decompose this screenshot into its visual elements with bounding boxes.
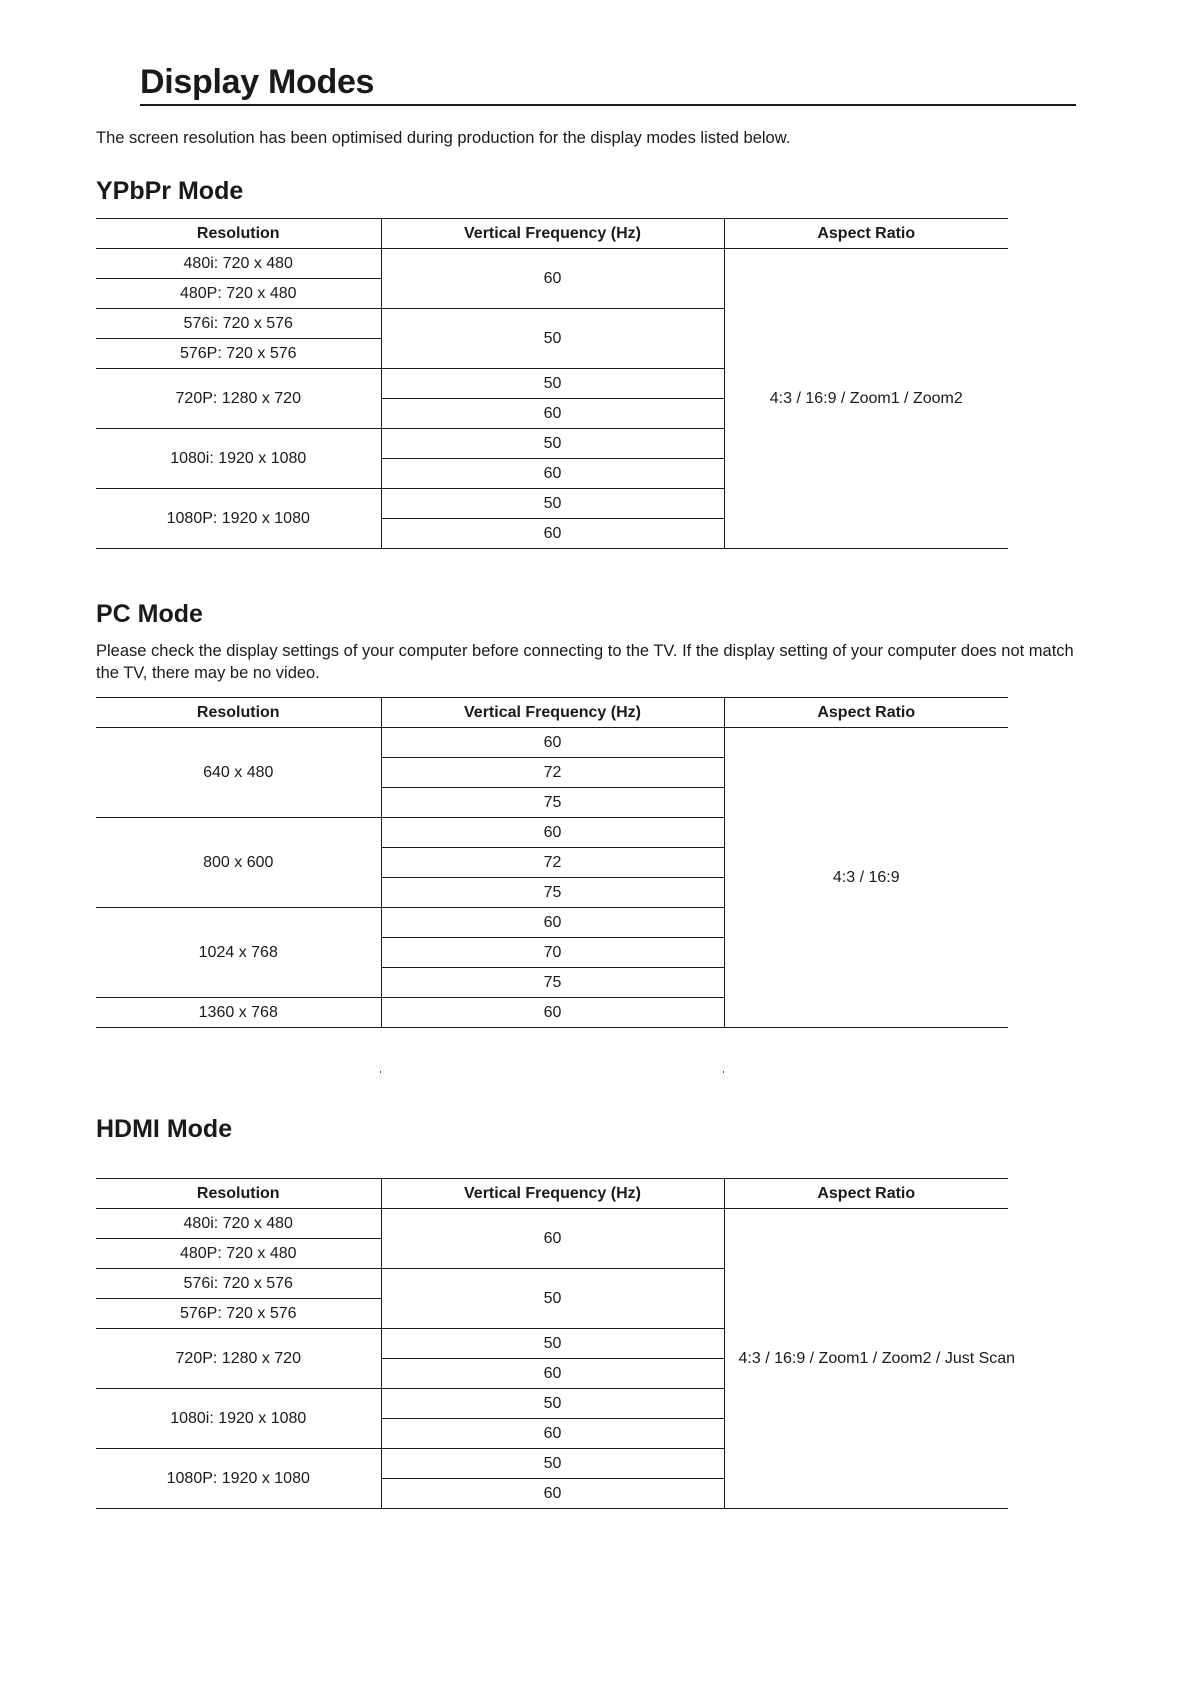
- frequency-cell: 60: [381, 1359, 724, 1389]
- frequency-cell: 50: [381, 369, 724, 399]
- frequency-cell: 50: [381, 1329, 724, 1359]
- table-row: [96, 728, 1008, 758]
- frequency-cell: 50: [381, 1449, 724, 1479]
- resolution-header: Resolution: [96, 219, 381, 249]
- ypbpr-heading: YPbPr Mode: [96, 177, 244, 205]
- table-header-row: [96, 219, 1008, 249]
- frequency-cell: 75: [381, 878, 724, 908]
- frequency-cell: 60: [381, 399, 724, 429]
- frequency-cell: 50: [381, 1269, 724, 1329]
- aspect-header: Aspect Ratio: [724, 698, 1008, 728]
- resolution-cell: 1080i: 1920 x 1080: [96, 1389, 381, 1449]
- intro-text: The screen resolution has been optimised during production for the display modes listed below.: [96, 129, 791, 147]
- frequency-cell: 75: [381, 968, 724, 998]
- print-mark: [723, 1071, 724, 1073]
- frequency-cell: 70: [381, 938, 724, 968]
- resolution-cell: 640 x 480: [96, 728, 381, 818]
- frequency-header: Vertical Frequency (Hz): [381, 698, 724, 728]
- resolution-cell: 480P: 720 x 480: [96, 1239, 381, 1269]
- frequency-cell: 50: [381, 309, 724, 369]
- resolution-cell: 576P: 720 x 576: [96, 339, 381, 369]
- hdmi-table: [96, 1178, 1016, 1509]
- frequency-cell: 60: [381, 249, 724, 309]
- frequency-cell: 60: [381, 519, 724, 549]
- resolution-header: Resolution: [96, 698, 381, 728]
- aspect-ratio-cell: 4:3 / 16:9: [724, 728, 1008, 1028]
- resolution-cell: 576P: 720 x 576: [96, 1299, 381, 1329]
- resolution-cell: 576i: 720 x 576: [96, 309, 381, 339]
- pc-heading: PC Mode: [96, 600, 203, 628]
- hdmi-heading: HDMI Mode: [96, 1115, 233, 1143]
- resolution-cell: 576i: 720 x 576: [96, 1269, 381, 1299]
- resolution-cell: 800 x 600: [96, 818, 381, 908]
- frequency-cell: 50: [381, 1389, 724, 1419]
- resolution-header: Resolution: [96, 1179, 381, 1209]
- frequency-cell: 50: [381, 429, 724, 459]
- frequency-cell: 60: [381, 728, 724, 758]
- resolution-cell: 1024 x 768: [96, 908, 381, 998]
- resolution-cell: 1080P: 1920 x 1080: [96, 1449, 381, 1509]
- resolution-cell: 1360 x 768: [96, 998, 381, 1028]
- aspect-header: Aspect Ratio: [724, 1179, 1008, 1209]
- frequency-header: Vertical Frequency (Hz): [381, 219, 724, 249]
- frequency-cell: 75: [381, 788, 724, 818]
- table-header-row: [96, 698, 1008, 728]
- table-header-row: [96, 1179, 1008, 1209]
- frequency-cell: 60: [381, 908, 724, 938]
- resolution-cell: 720P: 1280 x 720: [96, 1329, 381, 1389]
- aspect-header: Aspect Ratio: [724, 219, 1008, 249]
- resolution-cell: 480i: 720 x 480: [96, 249, 381, 279]
- resolution-cell: 720P: 1280 x 720: [96, 369, 381, 429]
- title-underline: [140, 104, 1076, 106]
- page-title: Display Modes: [140, 63, 375, 101]
- pc-note: Please check the display settings of your computer before connecting to the TV. If the display setting of your computer does not match the TV, there may be no video.: [96, 642, 1074, 682]
- resolution-cell: 480i: 720 x 480: [96, 1209, 381, 1239]
- frequency-cell: 60: [381, 1419, 724, 1449]
- resolution-cell: 1080P: 1920 x 1080: [96, 489, 381, 549]
- frequency-cell: 60: [381, 818, 724, 848]
- frequency-cell: 60: [381, 1209, 724, 1269]
- frequency-cell: 72: [381, 848, 724, 878]
- aspect-ratio-cell: 4:3 / 16:9 / Zoom1 / Zoom2: [724, 249, 1008, 549]
- frequency-cell: 60: [381, 998, 724, 1028]
- frequency-cell: 60: [381, 1479, 724, 1509]
- table-row: [96, 249, 1008, 279]
- frequency-cell: 50: [381, 489, 724, 519]
- pc-table: [96, 697, 1008, 1028]
- resolution-cell: 1080i: 1920 x 1080: [96, 429, 381, 489]
- ypbpr-table: [96, 218, 1008, 549]
- resolution-cell: 480P: 720 x 480: [96, 279, 381, 309]
- print-mark: [380, 1071, 381, 1073]
- table-row: [96, 1209, 1008, 1239]
- frequency-cell: 60: [381, 459, 724, 489]
- aspect-ratio-cell: 4:3 / 16:9 / Zoom1 / Zoom2 / Just Scan: [724, 1209, 1008, 1509]
- frequency-header: Vertical Frequency (Hz): [381, 1179, 724, 1209]
- frequency-cell: 72: [381, 758, 724, 788]
